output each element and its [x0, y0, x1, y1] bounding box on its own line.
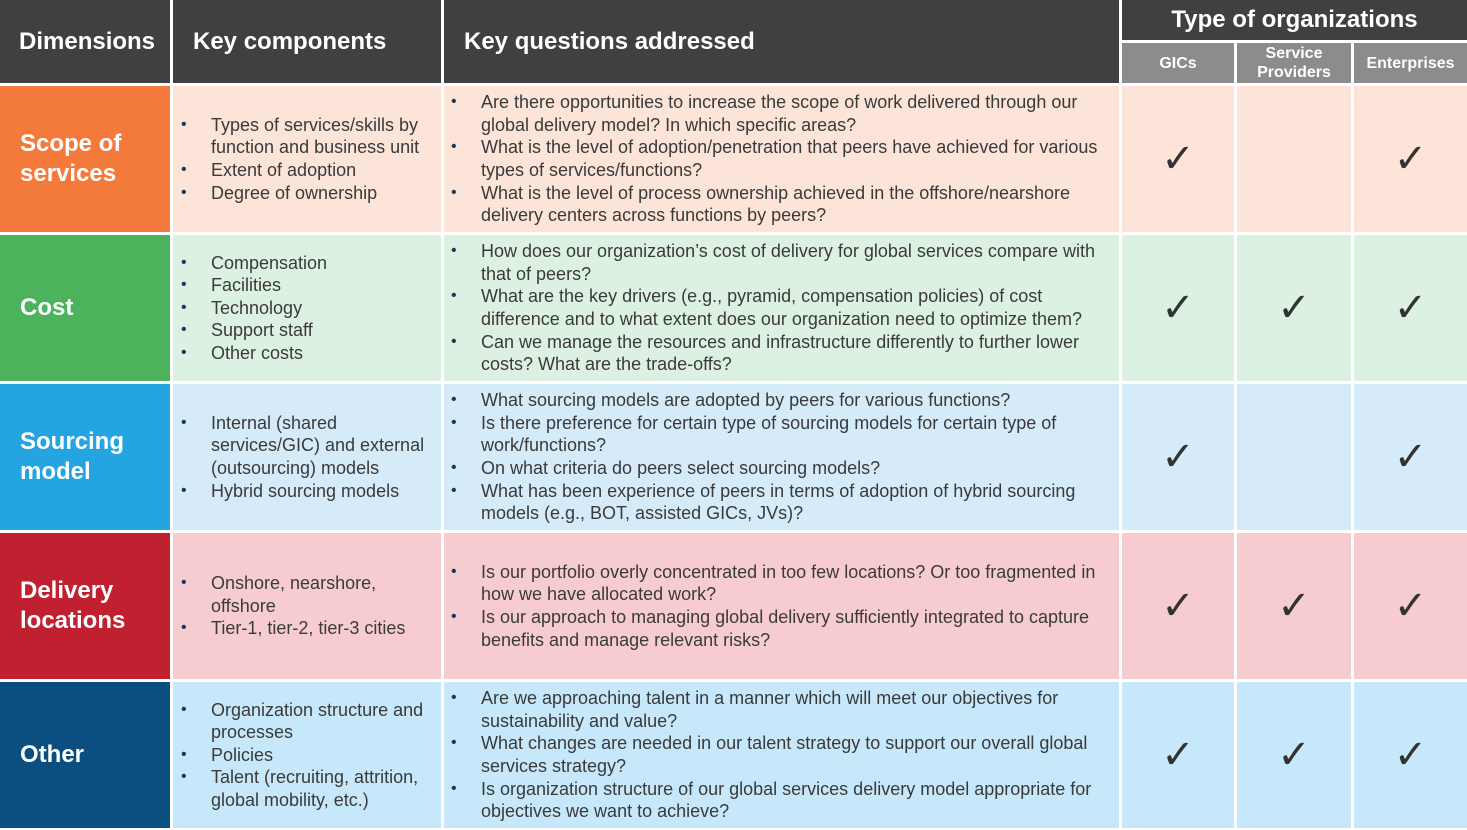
checkmark-icon: ✓: [1237, 235, 1351, 381]
checkmark-icon: ✓: [1237, 682, 1351, 828]
questions-other: [444, 682, 1119, 828]
question-item: • Is organization structure of our global services delivery model appropriate for objectives we want to achieve?: [481, 778, 1117, 823]
component-item: • Other costs: [211, 342, 327, 365]
question-item: • How does our organization’s cost of delivery for global services compare with that of peers?: [481, 240, 1117, 285]
question-item: • What has been experience of peers in terms of adoption of hybrid sourcing models (e.g., BOT, assisted GICs, JVs)?: [481, 480, 1117, 525]
checkmark-icon: ✓: [1354, 682, 1467, 828]
question-item: • What changes are needed in our talent strategy to support our overall global services strategy?: [481, 732, 1117, 777]
header-gics: GICs: [1122, 43, 1234, 83]
header-service-providers: Service Providers: [1237, 43, 1351, 83]
questions-scope-of-services: [444, 86, 1119, 232]
checkmark-icon: ✓: [1122, 682, 1234, 828]
dimension-sourcing-model: Sourcing model: [0, 384, 170, 530]
header-type-of-organizations: Type of organizations: [1122, 0, 1467, 40]
checkmark-icon: ✓: [1122, 384, 1234, 530]
component-item: • Internal (shared services/GIC) and external (outsourcing) models: [211, 412, 437, 480]
question-item: • Can we manage the resources and infrastructure differently to further lower costs? What are the trade-offs?: [481, 331, 1117, 376]
checkmark-icon: ✓: [1122, 235, 1234, 381]
header-key-components: Key components: [173, 0, 441, 83]
questions-sourcing-model: [444, 384, 1119, 530]
checkmark-icon: ✓: [1122, 533, 1234, 679]
component-item: • Types of services/skills by function and business unit: [211, 114, 437, 159]
component-item: • Policies: [211, 744, 437, 767]
component-item: • Onshore, nearshore, offshore: [211, 572, 437, 617]
dimension-cost: Cost: [0, 235, 170, 381]
question-item: • Is our portfolio overly concentrated in too few locations? Or too fragmented in how we have allocated work?: [481, 561, 1117, 606]
component-item: • Facilities: [211, 274, 327, 297]
components-cost: [173, 235, 441, 381]
header-key-questions: Key questions addressed: [444, 0, 1119, 83]
components-delivery-locations: [173, 533, 441, 679]
question-item: • Is there preference for certain type of sourcing models for certain type of work/functions?: [481, 412, 1117, 457]
component-item: • Organization structure and processes: [211, 699, 437, 744]
component-item: • Talent (recruiting, attrition, global mobility, etc.): [211, 766, 437, 811]
question-item: • What are the key drivers (e.g., pyramid, compensation policies) of cost difference and to what extent does our organization need to optimize them?: [481, 285, 1117, 330]
checkmark-icon: ✓: [1122, 86, 1234, 232]
question-item: • What is the level of adoption/penetration that peers have achieved for various types of services/functions?: [481, 136, 1117, 181]
header-dimensions: Dimensions: [0, 0, 170, 83]
component-item: • Support staff: [211, 319, 327, 342]
dimension-delivery-locations: Delivery locations: [0, 533, 170, 679]
questions-delivery-locations: [444, 533, 1119, 679]
component-item: • Compensation: [211, 252, 327, 275]
components-sourcing-model: [173, 384, 441, 530]
dimension-other: Other: [0, 682, 170, 828]
question-item: • On what criteria do peers select sourcing models?: [481, 457, 1117, 480]
component-item: • Technology: [211, 297, 327, 320]
checkmark-icon: ✓: [1354, 86, 1467, 232]
checkmark-icon: ✓: [1354, 533, 1467, 679]
components-scope-of-services: [173, 86, 441, 232]
component-item: • Extent of adoption: [211, 159, 437, 182]
question-item: • Is our approach to managing global delivery sufficiently integrated to capture benefits and manage relevant risks?: [481, 606, 1117, 651]
checkmark-icon: ✓: [1354, 384, 1467, 530]
question-item: • What is the level of process ownership achieved in the offshore/nearshore delivery centers across functions by peers?: [481, 182, 1117, 227]
component-item: • Tier-1, tier-2, tier-3 cities: [211, 617, 437, 640]
questions-cost: [444, 235, 1119, 381]
component-item: • Degree of ownership: [211, 182, 437, 205]
header-enterprises: Enterprises: [1354, 43, 1467, 83]
components-other: [173, 682, 441, 828]
checkmark-icon: ✓: [1237, 533, 1351, 679]
checkmark-icon: ✓: [1354, 235, 1467, 381]
question-item: • What sourcing models are adopted by peers for various functions?: [481, 389, 1117, 412]
question-item: • Are we approaching talent in a manner which will meet our objectives for sustainability and value?: [481, 687, 1117, 732]
component-item: • Hybrid sourcing models: [211, 480, 437, 503]
dimension-scope-of-services: Scope of services: [0, 86, 170, 232]
question-item: • Are there opportunities to increase the scope of work delivered through our global delivery model? In which specific areas?: [481, 91, 1117, 136]
